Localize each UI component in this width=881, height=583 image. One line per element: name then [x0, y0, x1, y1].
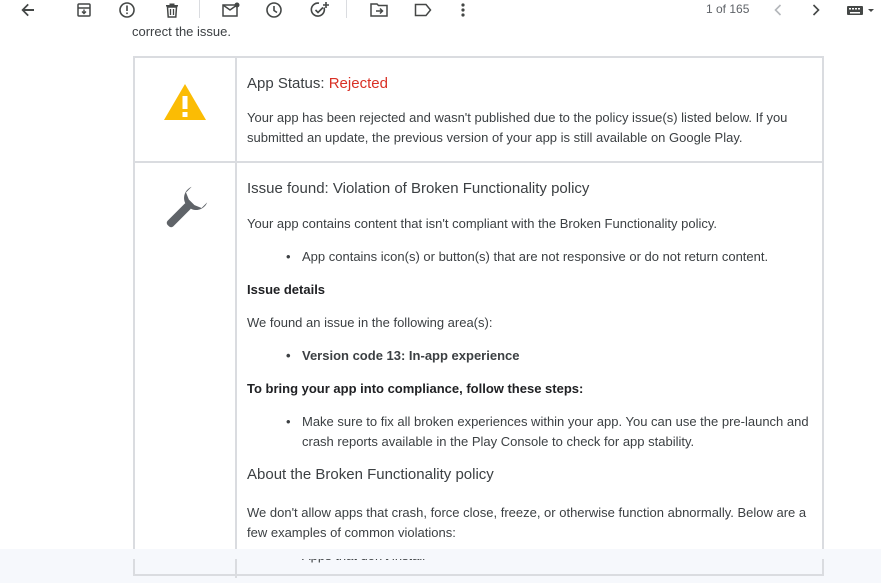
snooze-icon[interactable] [264, 0, 284, 20]
move-to-icon[interactable] [369, 0, 389, 20]
status-row [135, 58, 822, 163]
report-spam-icon[interactable] [117, 0, 137, 20]
warning-icon [163, 83, 207, 126]
status-title: App Status: Rejected [247, 75, 388, 92]
details-bullet: • Version code 13: In-app experience [302, 346, 812, 366]
archive-icon[interactable] [74, 0, 94, 20]
more-vert-icon[interactable] [453, 0, 473, 20]
about-heading-block [247, 465, 812, 485]
about-heading: About the Broken Functionality policy [247, 466, 494, 483]
policy-status-card [133, 56, 824, 576]
email-body [0, 24, 881, 549]
add-task-icon[interactable] [309, 0, 331, 20]
back-arrow-icon[interactable] [18, 0, 38, 20]
cut-off-text: correct the issue. [132, 24, 231, 39]
status-body: Your app has been rejected and wasn't published due to the policy issue(s) listed below. If you submitted an update, the previous version of your app is still available on Google Play. [247, 110, 788, 145]
steps-bullet: • Make sure to fix all broken experiences within your app. You can use the pre-launch and crash reports available in the Play Console to check for app stability. [302, 412, 812, 452]
older-chevron-icon[interactable] [806, 0, 826, 20]
window-bottom-strip [0, 549, 881, 559]
issue-bullet: • App contains icon(s) or button(s) that are not responsive or do not return content. [302, 247, 812, 267]
status-rejected: Rejected [328, 75, 388, 92]
status-content [247, 74, 812, 148]
issue-title: Issue found: Violation of Broken Functionality policy [247, 180, 590, 197]
toolbar-separator [199, 0, 200, 18]
newer-chevron-icon[interactable] [768, 0, 788, 20]
about-body: We don't allow apps that crash, force close, freeze, or otherwise function abnormally. Below are a few examples of common violations: [247, 505, 807, 540]
steps-heading: To bring your app into compliance, follow these steps: [247, 381, 584, 396]
issue-intro: Your app contains content that isn't compliant with the Broken Functionality policy. [247, 216, 718, 231]
mark-unread-icon[interactable] [221, 0, 241, 20]
issue-row [135, 163, 822, 583]
wrench-icon [163, 185, 209, 236]
toolbar-separator [346, 0, 347, 18]
issue-details-heading: Issue details [247, 282, 326, 297]
issue-heading-block [247, 179, 812, 199]
keyboard-icon[interactable] [843, 0, 879, 20]
delete-icon[interactable] [162, 0, 182, 20]
message-count: 1 of 165 [706, 2, 750, 16]
issue-details-intro: We found an issue in the following area(s): [247, 315, 493, 330]
label-icon[interactable] [413, 0, 433, 20]
